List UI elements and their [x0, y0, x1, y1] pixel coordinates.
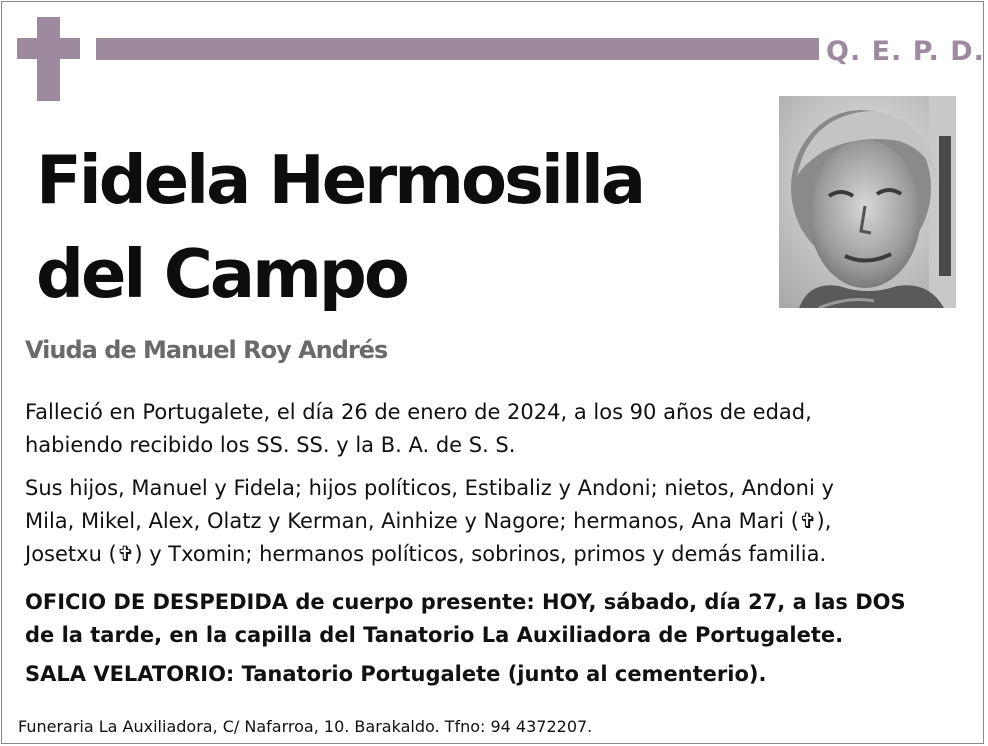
portrait-photo	[779, 96, 956, 308]
text-line: Falleció en Portugalete, el día 26 de enero de 2024, a los 90 años de edad,	[25, 400, 812, 424]
text-line: Sus hijos, Manuel y Fidela; hijos políticos, Estibaliz y Andoni; nietos, Andoni y	[25, 476, 834, 500]
text-line: habiendo recibido los SS. SS. y la B. A. de S. S.	[25, 433, 516, 457]
deceased-name-line1: Fidela Hermosilla	[36, 141, 644, 219]
header-rule	[96, 38, 819, 60]
death-notice-paragraph	[25, 396, 955, 462]
cross-icon-vertical	[37, 17, 60, 101]
text-line: OFICIO DE DESPEDIDA de cuerpo presente: HOY, sábado, día 27, a las DOS	[25, 590, 906, 614]
qepd-label: Q. E. P. D.	[826, 36, 985, 67]
text-line: de la tarde, en la capilla del Tanatorio La Auxiliadora de Portugalete.	[25, 623, 844, 647]
funeral-home-footer: Funeraria La Auxiliadora, C/ Nafarroa, 10. Barakaldo. Tfno: 94 4372207.	[18, 717, 593, 736]
cross-icon-horizontal	[17, 38, 80, 59]
wake-room-paragraph	[25, 658, 955, 691]
text-line: SALA VELATORIO: Tanatorio Portugalete (junto al cementerio).	[25, 662, 767, 686]
deceased-name-line2: del Campo	[36, 235, 407, 313]
subtitle-widow: Viuda de Manuel Roy Andrés	[25, 336, 388, 364]
portrait-icon	[779, 96, 956, 308]
text-line: Josetxu (✞) y Txomin; hermanos políticos, sobrinos, primos y demás familia.	[25, 542, 827, 566]
text-line: Mila, Mikel, Alex, Olatz y Kerman, Ainhize y Nagore; hermanos, Ana Mari (✞),	[25, 509, 832, 533]
family-paragraph	[25, 472, 955, 571]
deceased-name	[36, 133, 756, 321]
funeral-service-paragraph	[25, 586, 955, 652]
